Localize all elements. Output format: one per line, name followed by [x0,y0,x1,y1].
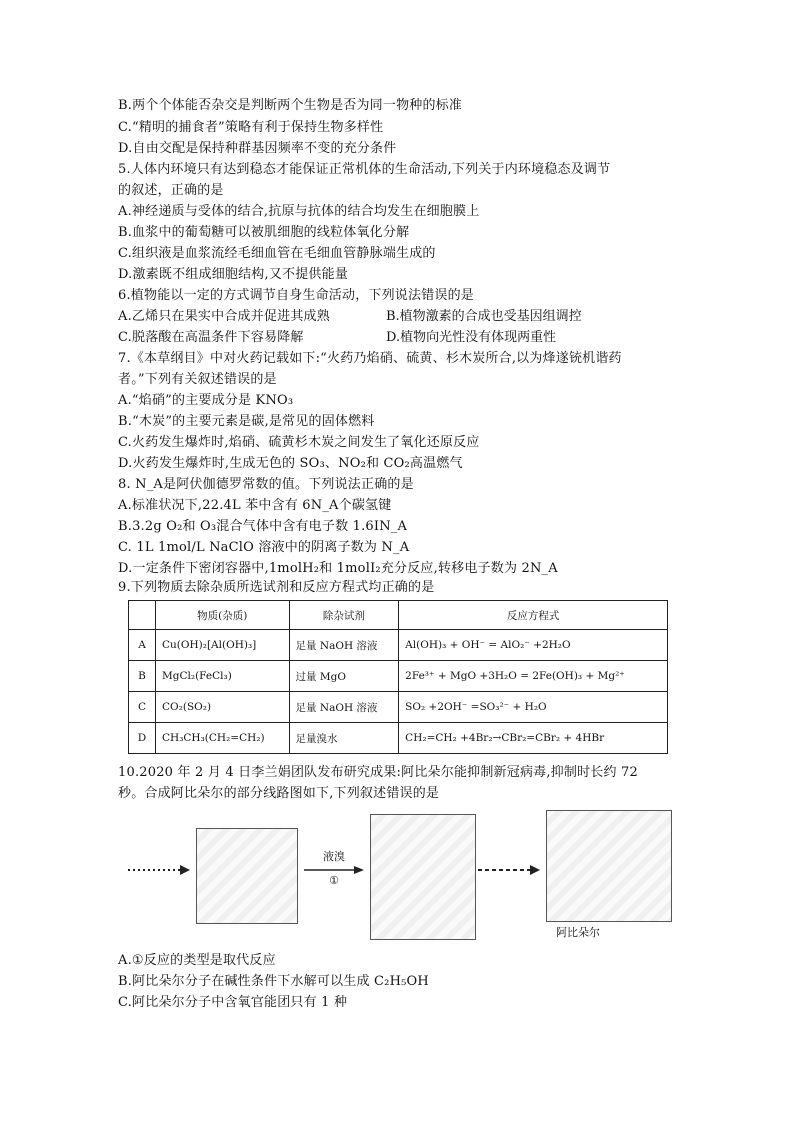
q6-option-a: A.乙烯只在果实中合成并促进其成熟 [118,309,330,324]
row-key: B [129,661,156,692]
q4-option-b: B.两个个体能否杂交是判断两个生物是否为同一物种的标准 [118,98,463,113]
scheme-reagent: 液溴 [323,850,345,863]
q9-table [128,600,668,754]
row-equation: SO₂ +2OH⁻ =SO₃²⁻ + H₂O [399,692,668,723]
row-key: D [129,723,156,754]
q7-option-b: B.“木炭”的主要元素是碳,是常见的固体燃料 [118,414,375,429]
row-substance: CH₃CH₃(CH₂=CH₂) [156,723,290,754]
q6-option-b: B.植物激素的合成也受基因组调控 [386,309,582,324]
row-equation: CH₂=CH₂ +4Br₂→CBr₂=CBr₂ + 4HBr [399,723,668,754]
q8-option-a: A.标准状况下,22.4L 苯中含有 6N_A个碳氢键 [118,498,392,513]
q7-option-c: C.火药发生爆炸时,焰硝、硫黄杉木炭之间发生了氧化还原反应 [118,435,480,450]
q5-option-b: B.血浆中的葡萄糖可以被肌细胞的线粒体氧化分解 [118,225,410,240]
table-header-key [129,601,156,630]
q8-option-c: C. 1L 1mol/L NaClO 溶液中的阴离子数为 N_A [118,540,410,555]
q6-stem: 6.植物能以一定的方式调节自身生命活动，下列说法错误的是 [118,288,475,303]
row-substance: CO₂(SO₂) [156,692,290,723]
table-row [129,692,668,723]
starting-material-structure [196,828,298,924]
row-key: A [129,630,156,661]
table-row [129,661,668,692]
table-row [129,723,668,754]
q9-stem: 9.下列物质去除杂质所选试剂和反应方程式均正确的是 [118,580,435,595]
q7-option-a: A.“焰硝”的主要成分是 KNO₃ [118,393,294,408]
q10-option-b: B.阿比朵尔分子在碱性条件下水解可以生成 C₂H₅OH [118,974,429,989]
q7-stem-line1: 7.《本草纲目》中对火药记载如下:“火药乃焰硝、硫黄、杉木炭所合,以为烽遂铳机谐药 [118,351,622,366]
q8-stem: 8. N_A是阿伏伽德罗常数的值。下列说法正确的是 [118,477,414,492]
intermediate-structure [370,814,476,940]
q8-option-b: B.3.2g O₂和 O₃混合气体中含有电子数 1.6IN_A [118,519,408,534]
q6-option-c: C.脱落酸在高温条件下容易降解 [118,330,304,345]
synthesis-scheme [118,808,678,948]
q6-option-d: D.植物向光性没有体现两重性 [386,330,557,345]
row-substance: MgCl₂(FeCl₃) [156,661,290,692]
row-equation: Al(OH)₃ + OH⁻ = AlO₂⁻ +2H₂O [399,630,668,661]
arbidol-structure [546,810,672,922]
table-header-row [129,601,668,630]
q10-stem-line2: 秒。合成阿比朵尔的部分线路图如下,下列叙述错误的是 [118,786,440,801]
q7-option-d: D.火药发生爆炸时,生成无色的 SO₃、NO₂和 CO₂高温燃气 [118,456,463,471]
q7-stem-line2: 者。”下列有关叙述错误的是 [118,372,277,387]
table-header-substance: 物质(杂质) [156,601,290,630]
q5-option-d: D.激素既不组成细胞结构,又不提供能量 [118,267,349,282]
table-header-reagent: 除杂试剂 [289,601,399,630]
q4-option-c: C.“精明的捕食者”策略有利于保持生物多样性 [118,120,384,135]
q5-stem-line1: 5.人体内环境只有达到稳态才能保证正常机体的生命活动,下列关于内环境稳态及调节 [118,162,611,177]
q10-option-c: C.阿比朵尔分子中含氧官能团只有 1 种 [118,995,348,1010]
q10-stem-line1: 10.2020 年 2 月 4 日李兰娟团队发布研究成果:阿比朵尔能抑制新冠病毒,抑制时长约 72 [118,765,638,780]
table-header-equation: 反应方程式 [399,601,668,630]
scheme-step-number: ① [329,874,339,887]
row-substance: Cu(OH)₂[Al(OH)₃] [156,630,290,661]
q10-option-a: A.①反应的类型是取代反应 [118,953,276,968]
row-reagent: 足量 NaOH 溶液 [289,630,399,661]
product-label: 阿比朵尔 [556,926,600,939]
q8-option-d: D.一定条件下密闭容器中,1molH₂和 1molI₂充分反应,转移电子数为 2N_A [118,561,558,576]
q4-option-d: D.自由交配是保持种群基因频率不变的充分条件 [118,141,397,156]
row-reagent: 足量溴水 [289,723,399,754]
q5-stem-line2: 的叙述，正确的是 [118,183,224,198]
row-key: C [129,692,156,723]
q5-option-c: C.组织液是血浆流经毛细血管在毛细血管静脉端生成的 [118,246,436,261]
q5-option-a: A.神经递质与受体的结合,抗原与抗体的结合均发生在细胞膜上 [118,204,480,219]
table-row [129,630,668,661]
row-reagent: 过量 MgO [289,661,399,692]
row-reagent: 足量 NaOH 溶液 [289,692,399,723]
row-equation: 2Fe³⁺ + MgO +3H₂O = 2Fe(OH)₃ + Mg²⁺ [399,661,668,692]
